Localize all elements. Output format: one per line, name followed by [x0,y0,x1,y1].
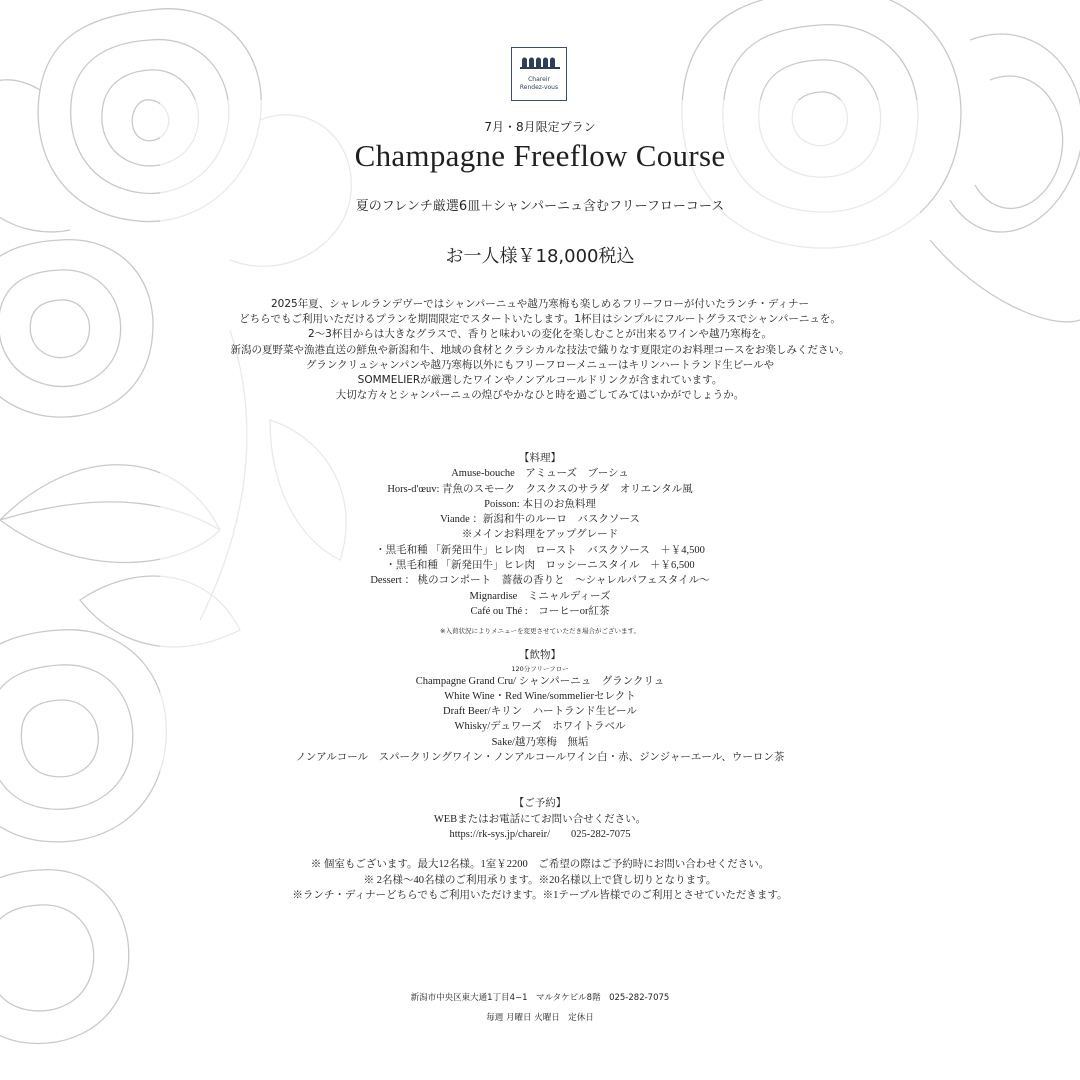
reservation-info: WEBまたはお電話にてお問い合せください。 [433,813,647,825]
cuisine-item: Café ou Thé : コーヒーor紅茶 [470,605,610,617]
menu-change-note: ※入荷状況によりメニューを変更させていただき場合がございます。 [440,627,640,636]
reservation-heading: 【ご予約】 [513,797,567,810]
footer [0,988,1080,1028]
cuisine-item: Mignardise ミニャルディーズ [469,590,611,602]
reservation-note: ※ 個室もございます。最大12名様。1室￥2200 ご希望の際はご予約時にお問い合わせください。 [310,859,770,871]
arch-windows-icon [520,54,560,70]
cuisine-item: ・黒毛和種 「新発田牛」ヒレ肉 ロッシーニスタイル ＋￥6,500 [385,560,695,572]
intro-text [0,297,1080,403]
cuisine-item: Dessert ： 桃のコンポート 薔薇の香りと 〜シャレルパフェスタイル〜 [370,575,710,587]
reservation-contact[interactable]: https://rk-sys.jp/chareir/ 025-282-7075 [449,828,631,840]
logo-line-2: Rendez-vous [519,84,559,91]
cuisine-item: Viande ：新潟和牛のルーロ バスクソース [440,514,640,526]
drink-item: Champagne Grand Cru/ シャンパーニュ グランクリュ [415,675,665,687]
restaurant-logo [511,47,567,101]
intro-line: 2025年夏、シャレルランデヴーではシャンパーニュや越乃寒梅も楽しめるフリーフローが付いたランチ・ディナー [270,298,810,310]
drinks-subheading: 120分フリーフロー [511,664,569,673]
intro-line: SOMMELIERが厳選したワインやノンアルコールドリンクが含まれています。 [357,374,723,387]
intro-line: 大切な方々とシャンパーニュの煌びやかなひと時を過ごしてみてはいかがでしょうか。 [335,389,745,402]
cuisine-heading: 【料理】 [519,452,561,464]
spacer [0,842,1080,857]
reservation-note: ※ランチ・ディナーどちらでもご利用いただけます。※1テーブル皆様でのご利用とさせていただきます。 [292,889,788,901]
drink-item: Whisky/デュワーズ ホワイトラベル [454,721,626,733]
footer-address: 新潟市中央区東大通1丁目4−1 マルタケビル8階 025-282-7075 [410,993,670,1003]
drink-item: Sake/越乃寒梅 無垢 [491,736,589,748]
cuisine-item: ・黒毛和種 「新発田牛」ヒレ肉 ロースト バスクソース ＋￥4,500 [375,544,705,556]
logo-line-1: Chareir [528,76,550,83]
plan-label: 7月・8月限定プラン [484,120,596,134]
course-description: 夏のフレンチ厳選6皿＋シャンパーニュ含むフリーフローコース [355,199,725,214]
intro-line: 2〜3杯目からは大きなグラスで、香りと味わいの変化を楽しむことが出来るワインや越乃寒梅を。 [307,328,773,341]
intro-line: どちらでもご利用いただけるプランを期間限定でスタートいたします。1杯目はシンプルにフルートグラスでシャンパーニュを。 [239,313,841,326]
intro-line: グランクリュシャンパンや越乃寒梅以外にもフリーフローメニューはキリンハートランド生ビールや [305,358,775,371]
reservation-note: ※ 2名様〜40名様のご利用承ります。※20名様以上で貸し切りとなります。 [363,874,717,886]
cuisine-item: Amuse-bouche アミューズ ブーシュ [451,468,629,480]
drink-item: ノンアルコール スパークリングワイン・ノンアルコールワイン白・赤、ジンジャーエール、ウーロン茶 [295,752,785,764]
page-title: Champagne Freeflow Course [354,138,726,173]
spacer [0,765,1080,796]
drink-item: White Wine・Red Wine/sommelierセレクト [444,690,636,702]
cuisine-item: Poisson: 本日のお魚料理 [484,498,596,510]
price: お一人様￥18,000税込 [445,246,635,267]
drinks-heading: 【飲物】 [519,649,561,662]
cuisine-item: Hors-d'œuv: 青魚のスモーク クスクスのサラダ オリエンタル風 [387,483,693,495]
menu-section [0,451,1080,903]
footer-holiday: 毎週 月曜日 火曜日 定休日 [486,1013,594,1023]
cuisine-item: ※メインお料理をアップグレード [461,529,619,541]
drink-item: Draft Beer/キリン ハートランド生ビール [443,706,637,718]
intro-line: 新潟の夏野菜や漁港直送の鮮魚や新潟和牛、地域の食材とクラシカルな技法で織りなす夏限定のお料理コースをお楽しみください。 [230,343,850,356]
